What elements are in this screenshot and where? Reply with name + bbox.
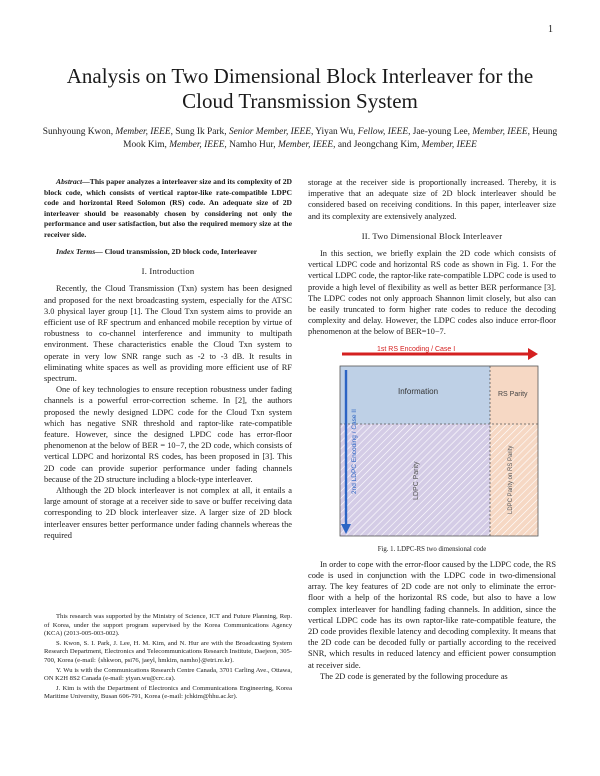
abstract-text: This paper analyzes a interleaver size and its complexity of 2D block code, which consists of vertical raptor-like rate-compatible LDPC code and horizontal Reed Solomon (RS) code. An adequate size of 2D interleaver should be reasonably chosen by considering not only the performance and user satisfaction, but also the required memory size at the receiver side. — [44, 177, 292, 239]
author-entry — [43, 127, 171, 137]
author-role: Fellow, IEEE — [357, 127, 409, 137]
abstract-label: Abstract — [56, 177, 83, 186]
footnote-funding: This research was supported by the Ministry of Science, ICT and Future Planning, Rep. of Korea, under the support program supervised by the Korea Communications Agency (KCA) (2013-005-003-002). — [44, 613, 292, 638]
rs-arrow-head — [528, 348, 538, 360]
figure-2d-code-diagram — [332, 344, 546, 540]
intro-paragraph-1: Recently, the Cloud Transmission (Txn) system has been designed and proposed for the next broadcasting system, especially for the ATSC 3.0 physical layer group [1]. The Cloud Txn system aims to provide an efficient use of RF spectrum and enhanced mobile reception by virtue of robustness to co-channel interference and immunity to multipath environment. These characteristics enable the Cloud Txn system to operate in very low SNR range such as -2 to -3 dB. It results in eliminating white spaces as well as providing more efficient use of RF spectrum. — [44, 284, 292, 383]
section2-paragraph-3: The 2D code is generated by the following procedure as — [320, 671, 508, 681]
index-terms: Index Terms— Cloud transmission, 2D block code, Interleaver — [56, 246, 258, 256]
index-terms-text: Cloud transmission, 2D block code, Interleaver — [104, 246, 258, 256]
section-heading-introduction: I. Introduction — [141, 266, 195, 277]
ldpc-parity-label: LDPC Parity — [413, 461, 420, 500]
info-label: Information — [398, 386, 439, 396]
ldpc-encoding-label: 2nd LDPC Encoding / Case II — [351, 408, 358, 494]
intro-paragraph-2: One of key technologies to ensure reception robustness under fading channels is a powerful error-correction scheme. In [2], the authors proposed the newly designed LDPC code for the Cloud Txn system which has negative SNR threshold and raptor-like rate-compatible feature. However, since the designed LPDC code has error-floor phenomenon at the below of BER = 10−7, the 2D code, which consists of vertical LDPC and horizontal RS codes, has been proposed in [3]. This 2D code can provide superior performance under fading channels because of the 2D structure including a block-type interleaver. — [44, 385, 292, 484]
author-name: Jeongchang Kim, — [353, 140, 422, 150]
author-list: Sunhyoung Kwon, Member, IEEE, Sung Ik Park, Senior Member, IEEE, Yiyan Wu, Fellow, IEEE, Jae-young Lee, Member, IEEE, Heung Mook Kim, Member, IEEE, Namho Hur, Member, IEEE, and Jeongchang Kim, Member, IEEE — [42, 127, 558, 150]
author-role: Member, IEEE — [115, 127, 171, 137]
author-entry — [229, 140, 333, 150]
author-entry — [354, 140, 477, 150]
page-number: 1 — [548, 24, 553, 35]
rs-encoding-label: 1st RS Encoding / Case I — [377, 345, 456, 353]
author-entry — [175, 127, 311, 137]
continued-paragraph: storage at the receiver side is proportionally increased. Thereby, it is imperative that an adequate size of 2D block interleaver should be considered based on receiving conditions. In this paper, interleaver size and its complexity are extensively analyzed. — [308, 178, 556, 221]
author-name: Yiyan Wu, — [315, 127, 358, 137]
author-entry — [413, 127, 528, 137]
right-column — [308, 177, 556, 682]
author-role: Member, IEEE — [169, 140, 225, 150]
author-role: Senior Member, IEEE — [228, 127, 311, 137]
author-role: Member, IEEE — [421, 140, 477, 150]
abstract: Abstract—This paper analyzes a interleaver size and its complexity of 2D block code, which consists of vertical raptor-like rate-compatible LDPC code and horizontal Reed Solomon (RS) code. An adequate size of 2D interleaver should be reasonably chosen by considering not only the performance and user satisfaction, but also the required memory size at the receiver side. — [44, 177, 292, 239]
intro-paragraph-3: Although the 2D block interleaver is not complex at all, it entails a large amount of storage at a receiver side to save or buffer receiving data corresponding to 2D block interleaver size. A larger size of 2D block interleaver ensures better performance under fading channels whereas the required — [44, 486, 292, 540]
author-entry — [315, 127, 408, 137]
figure-caption: Fig. 1. LDPC-RS two dimensional code — [377, 545, 487, 553]
footnote-crc: Y. Wu is with the Communications Research Centre Canada, 3701 Carling Ave., Ottawa, ON K2H 8S2 Canada (e-mail: yiyan.wu@crc.ca). — [44, 666, 292, 683]
figure-2d-code — [332, 344, 546, 540]
section-heading-2d-interleaver: II. Two Dimensional Block Interleaver — [361, 230, 503, 241]
index-terms-label: Index Terms — [56, 246, 96, 256]
paper-title: Analysis on Two Dimensional Block Interleaver for the Cloud Transmission System — [66, 64, 534, 113]
footnote-kmu: J. Kim is with the Department of Electronics and Communications Engineering, Korea Maritime University, Busan 606-791, Korea (e-mail: jchkim@hhu.ac.kr). — [44, 684, 292, 701]
ldpc-rs-parity-label: LDPC Parity on RS Parity — [508, 445, 514, 514]
author-role: Member, IEEE — [472, 127, 528, 137]
footnote-etri: S. Kwon, S. I. Park, J. Lee, H. M. Kim, and N. Hur are with the Broadcasting System Research Department, Electronics and Telecommunications Research Institute, Daejeon, 305-700, Korea (e-mail: {shkwon, psi76, jaeyl, hmkim, namho}@etri.re.kr). — [44, 639, 292, 664]
section2-paragraph-2: In order to cope with the error-floor caused by the LDPC code, the RS code is used in conjunction with the LDPC code in two-dimensional array. The key features of 2D code are not only to eliminate the error-floor with a help of the horizontal RS code, but also to have a low complex interleaver for handling fading channels. In addition, since the vertical LDPC code has its own raptor-like rate-compatible feature, the 2D code provides flexible latency and decoding complexity. It means that the 2D code can be decoded fully or partially according to the received SNR, which results in reduced latency and efficient power consumption at receiver side. — [308, 559, 556, 670]
author-name: Namho Hur, — [229, 140, 278, 150]
footnotes — [44, 613, 292, 703]
ldpc-rs-parity-block — [490, 424, 538, 536]
left-column — [44, 177, 292, 541]
author-name: Heung Mook Kim, — [123, 127, 558, 150]
author-name: Sung Ik Park, — [175, 127, 229, 137]
author-role: Member, IEEE — [277, 140, 334, 150]
rs-parity-label: RS Parity — [498, 390, 528, 398]
section2-paragraph-1: In this section, we briefly explain the 2D code which consists of vertical LDPC code and horizontal RS code as shown in Fig. 1. For the vertical LDPC code, the raptor-like rate-compatible LDPC code is used to provide a high level of flexibility as well as better BER performance [3]. The LDPC codes not only approach Shannon limit closely, but also can be easily truncated to form higher rate codes to reduce the decoding complexity and delay. However, the LDPC codes also induce error-floor phenomenon at the below of BER=10−7. — [308, 249, 556, 337]
author-name: Sunhyoung Kwon, — [42, 127, 116, 137]
author-name: Jae-young Lee, — [412, 127, 473, 137]
